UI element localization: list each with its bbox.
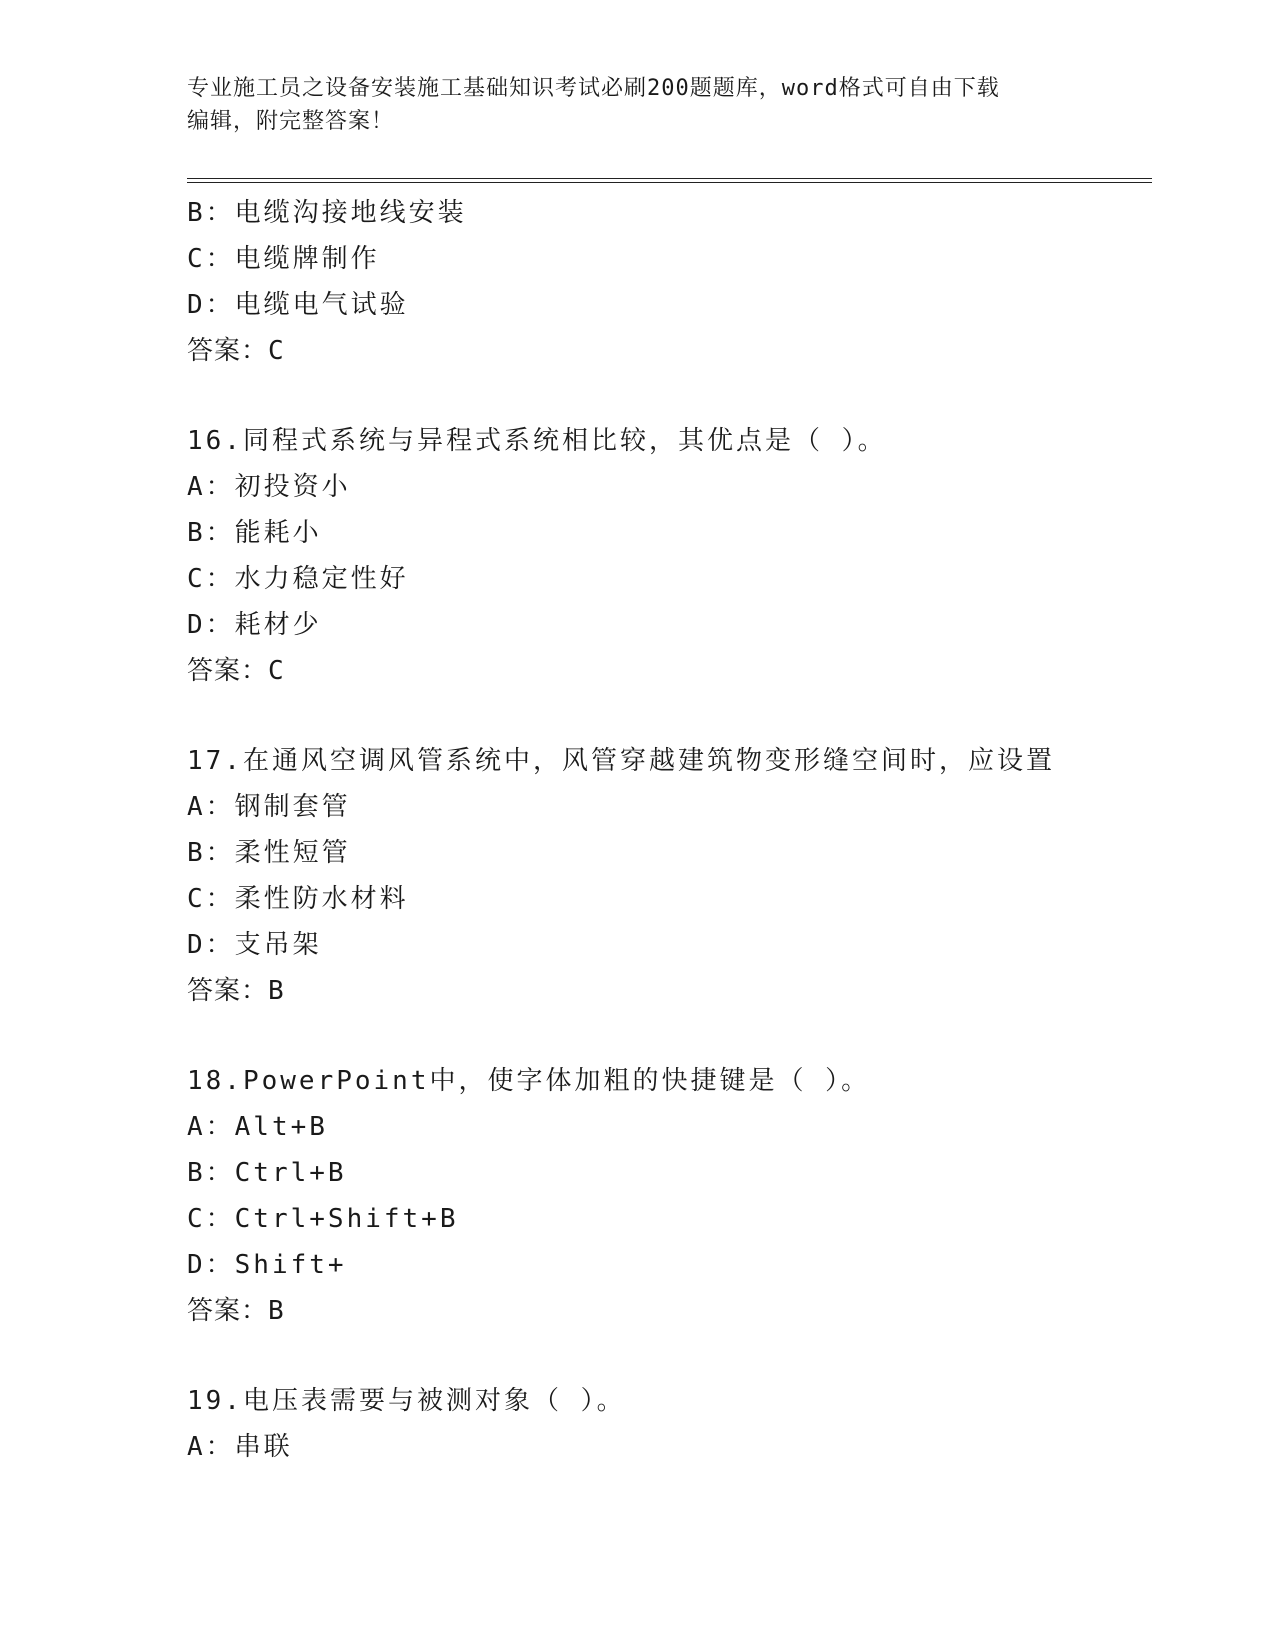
header-title-line-2: 编辑，附完整答案！ bbox=[187, 109, 395, 134]
question-block-16 bbox=[187, 418, 1152, 694]
option-d: D：Shift+ bbox=[187, 1250, 347, 1280]
header-divider-bottom bbox=[187, 182, 1152, 183]
option-d: D：耗材少 bbox=[187, 610, 322, 640]
option-b: B：Ctrl+B bbox=[187, 1158, 347, 1188]
answer-text: 答案：C bbox=[187, 656, 285, 686]
header-divider-top bbox=[187, 178, 1152, 179]
question-block-17 bbox=[187, 738, 1152, 1014]
question-block-18 bbox=[187, 1058, 1152, 1334]
question-block-19 bbox=[187, 1378, 1152, 1470]
spacer bbox=[187, 1334, 1152, 1378]
answer-text: 答案：B bbox=[187, 976, 285, 1006]
option-b: B：柔性短管 bbox=[187, 838, 351, 868]
option-c: C：水力稳定性好 bbox=[187, 564, 409, 594]
option-a: A：Alt+B bbox=[187, 1112, 328, 1142]
option-a: A：串联 bbox=[187, 1432, 293, 1462]
option-c: C：Ctrl+Shift+B bbox=[187, 1204, 459, 1234]
answer-text: 答案：C bbox=[187, 336, 285, 366]
option-d: D：电缆电气试验 bbox=[187, 290, 409, 320]
spacer bbox=[187, 1014, 1152, 1058]
question-text: 19.电压表需要与被测对象（ ）。 bbox=[187, 1386, 626, 1416]
option-a: A：钢制套管 bbox=[187, 792, 351, 822]
option-a: A：初投资小 bbox=[187, 472, 351, 502]
question-text: 16.同程式系统与异程式系统相比较，其优点是（ ）。 bbox=[187, 426, 887, 456]
question-text: 18.PowerPoint中，使字体加粗的快捷键是（ ）。 bbox=[187, 1066, 871, 1096]
option-b: B：能耗小 bbox=[187, 518, 322, 548]
header-title-line-1: 专业施工员之设备安装施工基础知识考试必刷200题题库，word格式可自由下载 bbox=[187, 76, 1000, 101]
document-header bbox=[187, 72, 1087, 138]
question-text: 17.在通风空调风管系统中，风管穿越建筑物变形缝空间时，应设置 bbox=[187, 746, 1055, 776]
option-b: B：电缆沟接地线安装 bbox=[187, 198, 467, 228]
question-list bbox=[187, 190, 1152, 1470]
spacer bbox=[187, 694, 1152, 738]
question-block-15 bbox=[187, 190, 1152, 374]
option-c: C：电缆牌制作 bbox=[187, 244, 380, 274]
spacer bbox=[187, 374, 1152, 418]
option-c: C：柔性防水材料 bbox=[187, 884, 409, 914]
answer-text: 答案：B bbox=[187, 1296, 285, 1326]
option-d: D：支吊架 bbox=[187, 930, 322, 960]
